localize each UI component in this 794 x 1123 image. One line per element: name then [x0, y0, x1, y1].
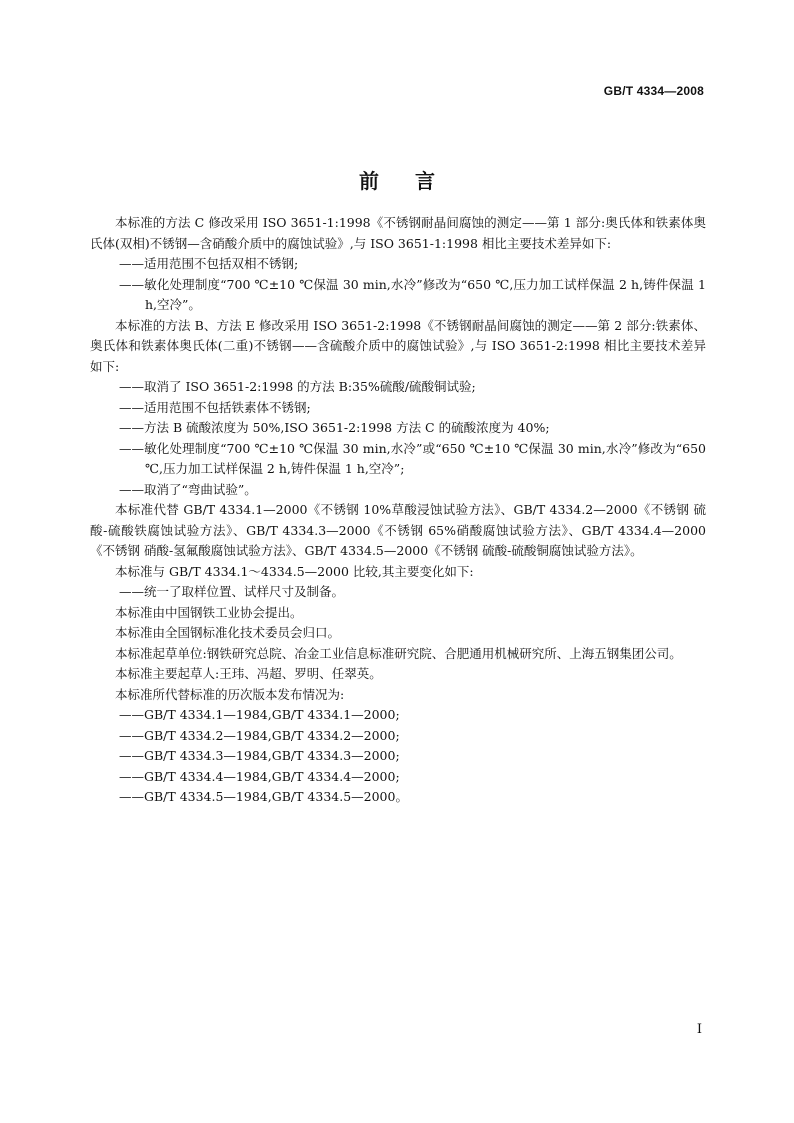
- list-item: ——GB/T 4334.4—1984,GB/T 4334.4—2000;: [119, 768, 400, 784]
- foreword-body: [90, 213, 710, 808]
- page-number: I: [696, 1022, 702, 1037]
- list-item: ——取消了“弯曲试验”。: [119, 481, 257, 497]
- list-item: ——敏化处理制度“700 ℃±10 ℃保温 30 min,水冷”修改为“650 ℃,压力加工试样保温 2 h,铸件保温 1 h,空冷”。: [119, 276, 710, 312]
- list-item: ——取消了 ISO 3651-2:1998 的方法 B:35%硫酸/硫酸铜试验;: [119, 379, 476, 394]
- list-item: ——方法 B 硫酸浓度为 50%,ISO 3651-2:1998 方法 C 的硫酸浓度为 40%;: [119, 420, 550, 435]
- paragraph-proposed-by: 本标准由中国钢铁工业协会提出。: [115, 604, 303, 620]
- paragraph-centralized-by: 本标准由全国钢标准化技术委员会归口。: [115, 625, 341, 640]
- list-item: ——适用范围不包括双相不锈钢;: [119, 256, 299, 271]
- page-title: 前言: [359, 169, 471, 194]
- standard-number-header: GB/T 4334—2008: [603, 84, 704, 98]
- paragraph-changes: 本标准与 GB/T 4334.1～4334.5—2000 比较,其主要变化如下:: [115, 563, 474, 579]
- list-item: ——统一了取样位置、试样尺寸及制备。: [119, 584, 345, 599]
- list-item: ——敏化处理制度“700 ℃±10 ℃保温 30 min,水冷”或“650 ℃±10 ℃保温 30 min,水冷”修改为“650 ℃,压力加工试样保温 2 h,铸件保温 1 h,空冷”;: [119, 440, 710, 476]
- list-item: ——GB/T 4334.5—1984,GB/T 4334.5—2000。: [119, 789, 408, 804]
- paragraph-iso3651-2: 本标准的方法 B、方法 E 修改采用 ISO 3651-2:1998《不锈钢耐晶间腐蚀的测定——第 2 部分:铁素体、奥氏体和铁素体奥氏体(二重)不锈钢——含硫酸介质中的腐蚀试验》,与 ISO 3651-2:1998 相比主要技术差异如下:: [90, 317, 706, 374]
- list-item: ——GB/T 4334.3—1984,GB/T 4334.3—2000;: [119, 748, 400, 763]
- paragraph-drafting-units: 本标准起草单位:钢铁研究总院、冶金工业信息标准研究院、合肥通用机械研究所、上海五钢集团公司。: [115, 645, 682, 661]
- paragraph-drafters: 本标准主要起草人:王玮、冯超、罗明、任翠英。: [115, 666, 382, 681]
- paragraph-replaces: 本标准代替 GB/T 4334.1—2000《不锈钢 10%草酸浸蚀试验方法》、GB/T 4334.2—2000《不锈钢 硫酸-硫酸铁腐蚀试验方法》、GB/T 4334.3—2000《不锈钢 65%硝酸腐蚀试验方法》、GB/T 4334.4—2000《不锈钢 硝酸-氢氟酸腐蚀试验方法》、GB/T 4334.5—2000《不锈钢 硫酸-硫酸铜腐蚀试验方法》。: [90, 502, 706, 558]
- list-item: ——适用范围不包括铁素体不锈钢;: [119, 399, 311, 415]
- list-item: ——GB/T 4334.2—1984,GB/T 4334.2—2000;: [119, 727, 400, 743]
- paragraph-history: 本标准所代替标准的历次版本发布情况为:: [115, 686, 345, 702]
- list-item: ——GB/T 4334.1—1984,GB/T 4334.1—2000;: [119, 707, 400, 722]
- paragraph-iso3651-1: 本标准的方法 C 修改采用 ISO 3651-1:1998《不锈钢耐晶间腐蚀的测定——第 1 部分:奥氏体和铁素体奥氏体(双相)不锈钢—含硝酸介质中的腐蚀试验》,与 ISO 3651-1:1998 相比主要技术差异如下:: [90, 215, 706, 251]
